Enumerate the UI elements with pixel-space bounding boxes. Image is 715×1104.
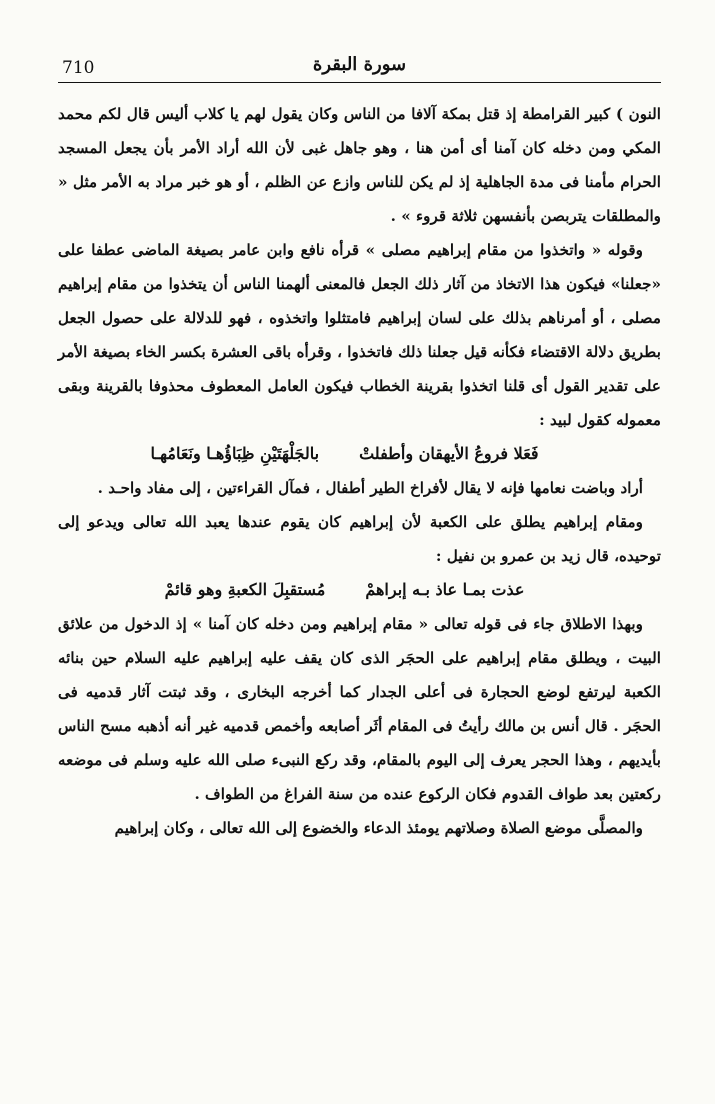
page-body [58, 97, 661, 845]
page-number: 710 [62, 58, 95, 78]
verse-first-hemistich: عذت بمـا عاذ بـه إبراهمْ [365, 580, 525, 599]
paragraph: وبهذا الاطلاق جاء فى قوله تعالى « مقام إبراهيم ومن دخله كان آمنا » إذ الدخول من علائق البيت ، ويطلق مقام إبراهيم على الحجَر الذى كان يقف عليه إبراهيم عليه السلام حين بنائه الكعبة ليرتفع لوضع الحجارة فى أعلى الجدار كما أخرجه البخارى ، وقد ثبتت آثار قدميه فى الحجَر . قال أنس بن مالك رأيتُ فى المقام أثَر أصابعه وأخمص قدميه غير أنه أذهبه مسح الناس بأيديهم ، وهذا الحجر يعرف إلى اليوم بالمقام، وقد ركع النبىء صلى الله عليه وسلم فى موضعه ركعتين بعد طواف القدوم فكان الركوع عنده من سنة الفراغ من الطواف . [58, 615, 661, 803]
verse-second-hemistich: بالجَلْهَتَيْنِ ظِبَاؤُهـا ونَعَامُهـا [150, 444, 320, 463]
paragraph: النون ) كبير القرامطة إذ قتل بمكة آلافا من الناس وكان يقول لهم يا كلاب أليس قال لكم محمد المكي ومن دخله كان آمنا أى أمن هنا ، وهو جاهل غبى لأن الله أراد الأمر بأن يجعل المسجد الحرام مأمنا فى مدة الجاهلية إذ لم يكن للناس وازع عن الظلم ، أو هو خبر مراد به الأمر مثل « والمطلقات يتربصن بأنفسهن ثلاثة قروء » . [58, 105, 661, 225]
surah-title: سورة البقرة [312, 54, 407, 75]
paragraph: ومقام إبراهيم يطلق على الكعبة لأن إبراهيم كان يقوم عندها يعبد الله تعالى ويدعو إلى توحيده، قال زيد بن عمرو بن نفيل : [58, 513, 661, 565]
paragraph: أراد وباضت نعامها فإنه لا يقال لأفراخ الطير أطفال ، فمآل القراءتين ، إلى مفاد واحـد . [97, 479, 643, 497]
paragraph: والمصلَّى موضع الصلاة وصلاتهم يومئذ الدعاء والخضوع إلى الله تعالى ، وكان إبراهيم [114, 819, 643, 837]
verse-second-hemistich: مُستقبِلَ الكعبةِ وهو قائمْ [164, 580, 326, 599]
page-header [58, 52, 661, 83]
paragraph: وقوله « واتخذوا من مقام إبراهيم مصلى » قرأه نافع وابن عامر بصيغة الماضى عطفا على «جعلنا» فيكون هذا الاتخاذ من آثار ذلك الجعل فالمعنى ألهمنا الناس أن يتخذوا من مقام إبراهيم مصلى ، أو أمرناهم بذلك على لسان إبراهيم فامتثلوا واتخذوه ، فهو للدلالة على حصول الجعل بطريق دلالة الاقتضاء فكأنه قيل جعلنا ذلك فاتخذوا ، وقرأه باقى العشرة بكسر الخاء بصيغة الأمر على تقدير القول أى قلنا اتخذوا بقرينة الخطاب فيكون العامل المعطوف محذوفا بالقرينة وبقى معموله كقول لبيد : [58, 241, 661, 429]
verse-first-hemistich: فَعَلا فروعُ الأيهقان وأطفلتْ [359, 444, 539, 463]
book-page [58, 52, 661, 1082]
poem-verse [58, 573, 661, 607]
poem-verse [58, 437, 661, 471]
